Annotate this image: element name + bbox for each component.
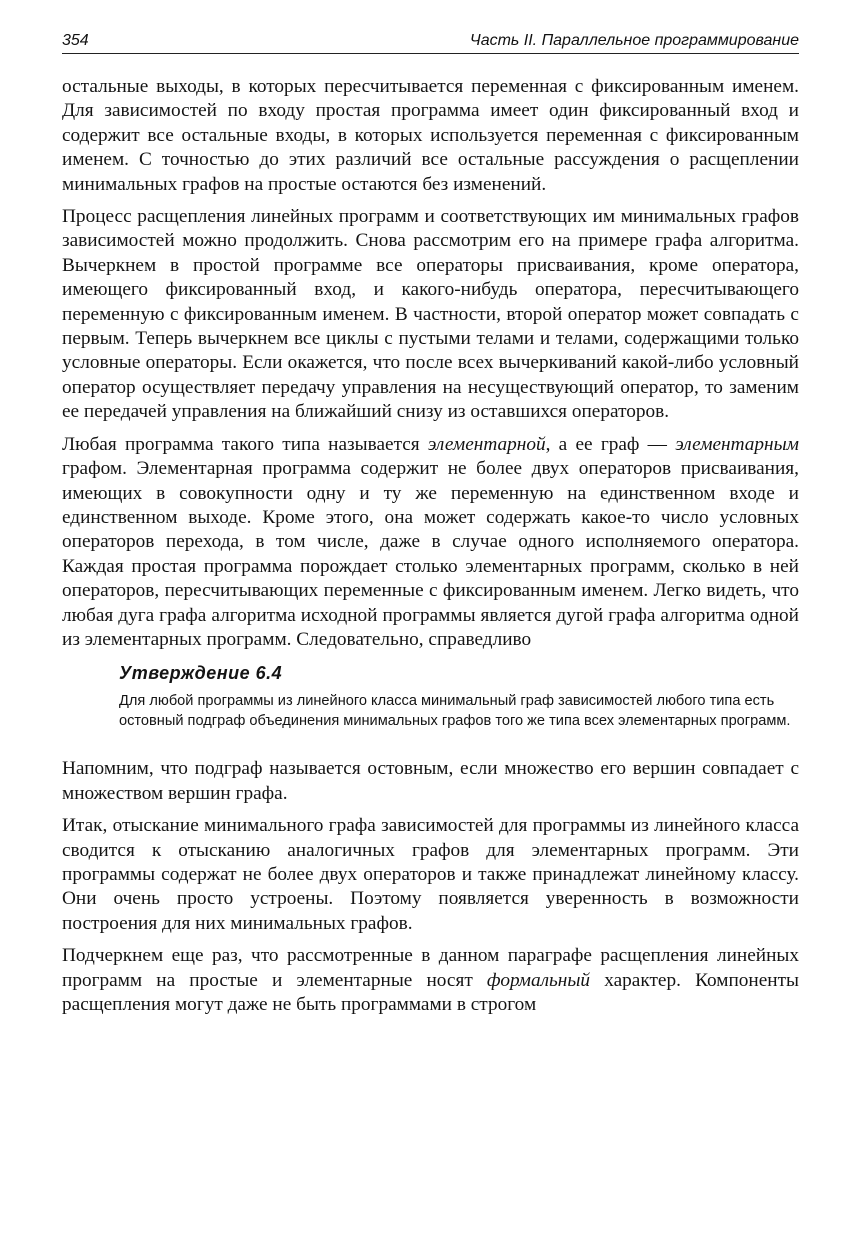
paragraph-3-text-b: , а ее граф —	[545, 433, 676, 455]
paragraph-3-text-c: графом. Элементарная программа содержит не более двух операторов присваивания, имеющих в совокупности одну и ту же переменную на единственном входе и единственном выходе. Кроме этого, она может содержать какое-то число условных операторов перехода, в том числе, даже в случае одного исполняемого оператора. Каждая простая программа порождает столько элементарных программ, сколько в ней операторов, пересчитывающих переменные с фиксированным именем. Легко видеть, что любая дуга графа алгоритма исходной программы является дугой графа алгоритма одной из элементарных программ. Следовательно, справедливо	[62, 458, 799, 650]
theorem-title: Утверждение 6.4	[119, 663, 283, 684]
running-header	[62, 30, 799, 54]
page-body	[62, 75, 799, 1025]
theorem-text: Для любой программы из линейного класса минимальный граф зависимостей любого типа есть остовный подграф объединения минимальных графов того же типа всех элементарных программ.	[119, 693, 791, 729]
running-title: Часть II. Параллельное программирование	[469, 32, 799, 49]
paragraph-5: Итак, отыскание минимального графа зависимостей для программы из линейного класса сводится к отысканию аналогичных графов для элементарных программ. Эти программы содержат не более двух операторов и также принадлежат линейному классу. Они очень просто устроены. Поэтому появляется уверенность в возможности построения для них минимальных графов.	[62, 815, 799, 934]
page-number: 354	[62, 32, 89, 49]
paragraph-2: Процесс расщепления линейных программ и соответствующих им минимальных графов зависимостей можно продолжить. Снова рассмотрим его на примере графа алгоритма. Вычеркнем в простой программе все операторы присваивания, кроме оператора, имеющего фиксированный вход, и какого-нибудь оператора, пересчитывающего переменную с фиксированным именем. В частности, второй оператор может совпадать с первым. Теперь вычеркнем все циклы с пустыми телами и телами, содержащими только условные операторы. Если окажется, что после всех вычеркиваний какой-либо условный оператор осуществляет передачу управления на несуществующий оператор, то заменим ее передачей управления на ближайший снизу из оставшихся операторов.	[62, 206, 799, 423]
theorem-block	[119, 662, 799, 731]
term-elementary-graph: элементарным	[675, 433, 799, 455]
term-formal: формальный	[486, 969, 591, 991]
paragraph-1: остальные выходы, в которых пересчитывается переменная с фиксированным именем. Для зависимостей по входу простая программа имеет один фиксированный вход и содержит все остальные входы, в которых используется переменная с фиксированным именем. С точностью до этих различий все остальные рассуждения о расщеплении минимальных графов на простые остаются без изменений.	[62, 76, 799, 195]
paragraph-4: Напомним, что подграф называется остовным, если множество его вершин совпадает с множеством вершин графа.	[62, 758, 799, 804]
paragraph-6-text-b: характер. Компоненты расщепления могут даже не быть программами в строгом	[62, 969, 799, 1015]
paragraph-3-text-a: Любая программа такого типа называется	[62, 433, 428, 455]
term-elementary-program: элементарной	[427, 433, 546, 455]
header-rule	[62, 53, 799, 54]
paragraph-6	[62, 944, 799, 1017]
paragraph-6-text-a: Подчеркнем еще раз, что рассмотренные в данном параграфе расщепления линейных программ на простые и элементарные носят	[62, 945, 799, 991]
paragraph-3	[62, 433, 799, 653]
